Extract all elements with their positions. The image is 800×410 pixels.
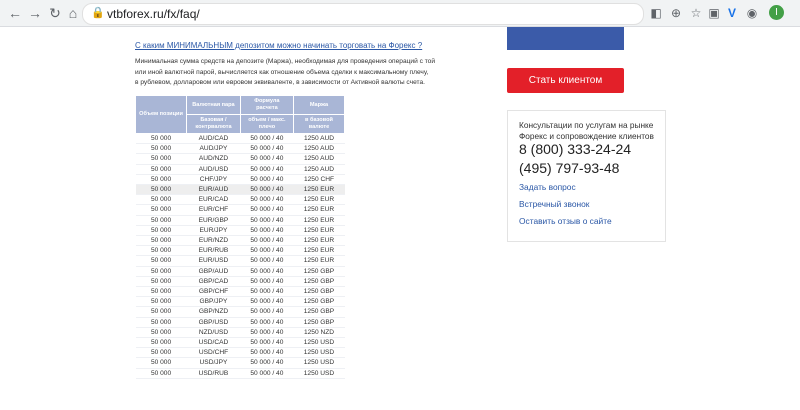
table-row: [136, 348, 345, 358]
table-row: [136, 134, 345, 144]
cell-formula: 50 000 / 40: [240, 205, 293, 215]
table-row: [136, 164, 345, 174]
table-row: [136, 195, 345, 205]
cell-formula: 50 000 / 40: [240, 256, 293, 266]
cell-formula: 50 000 / 40: [240, 164, 293, 174]
site-settings-icon[interactable]: ◧: [650, 6, 662, 20]
cell-margin: 1250 CHF: [293, 174, 344, 184]
cell-formula: 50 000 / 40: [240, 215, 293, 225]
cell-position: 50 000: [136, 185, 187, 195]
cell-margin: 1250 AUD: [293, 144, 344, 154]
table-row: [136, 256, 345, 266]
cell-pair: EUR/CHF: [187, 205, 241, 215]
table-row: [136, 154, 345, 164]
cell-margin: 1250 GBP: [293, 317, 344, 327]
table-row: [136, 236, 345, 246]
cell-pair: GBP/AUD: [187, 266, 241, 276]
cell-position: 50 000: [136, 154, 187, 164]
cell-formula: 50 000 / 40: [240, 246, 293, 256]
cell-pair: EUR/RUB: [187, 246, 241, 256]
cell-pair: AUD/NZD: [187, 154, 241, 164]
cell-margin: 1250 USD: [293, 358, 344, 368]
cell-margin: 1250 EUR: [293, 246, 344, 256]
table-row: [136, 338, 345, 348]
cell-margin: 1250 EUR: [293, 225, 344, 235]
vpn-extension-icon[interactable]: V: [727, 6, 736, 20]
cell-pair: USD/RUB: [187, 368, 241, 378]
cell-pair: AUD/USD: [187, 164, 241, 174]
cell-formula: 50 000 / 40: [240, 174, 293, 184]
cell-formula: 50 000 / 40: [240, 358, 293, 368]
table-row: [136, 144, 345, 154]
cell-formula: 50 000 / 40: [240, 307, 293, 317]
cell-position: 50 000: [136, 368, 187, 378]
home-icon[interactable]: ⌂: [68, 5, 78, 21]
cell-position: 50 000: [136, 338, 187, 348]
table-row: [136, 266, 345, 276]
cell-position: 50 000: [136, 348, 187, 358]
cell-formula: 50 000 / 40: [240, 317, 293, 327]
cell-margin: 1250 EUR: [293, 195, 344, 205]
extension-icon[interactable]: ▣: [708, 6, 720, 20]
cell-position: 50 000: [136, 164, 187, 174]
table-row: [136, 307, 345, 317]
cell-pair: GBP/USD: [187, 317, 241, 327]
cell-formula: 50 000 / 40: [240, 195, 293, 205]
blue-action-button[interactable]: [507, 27, 624, 50]
cell-formula: 50 000 / 40: [240, 327, 293, 337]
subheader-margin: в базовой валюте: [293, 115, 344, 134]
cell-formula: 50 000 / 40: [240, 236, 293, 246]
cell-formula: 50 000 / 40: [240, 266, 293, 276]
consultation-panel: [507, 110, 666, 242]
forward-arrow-icon[interactable]: →: [28, 5, 42, 21]
faq-question-link[interactable]: С каким МИНИМАЛЬНЫМ депозитом можно начинать торговать на Форекс ?: [135, 41, 423, 50]
callback-link[interactable]: Встречный звонок: [519, 199, 590, 209]
cell-formula: 50 000 / 40: [240, 348, 293, 358]
table-row: [136, 185, 345, 195]
cell-margin: 1250 USD: [293, 368, 344, 378]
cell-pair: EUR/CAD: [187, 195, 241, 205]
cell-pair: GBP/CHF: [187, 287, 241, 297]
table-row: [136, 358, 345, 368]
cell-pair: AUD/JPY: [187, 144, 241, 154]
cell-position: 50 000: [136, 358, 187, 368]
cell-pair: USD/CAD: [187, 338, 241, 348]
reload-icon[interactable]: ↻: [49, 5, 61, 21]
feedback-link[interactable]: Оставить отзыв о сайте: [519, 216, 612, 226]
col-header-margin: Маржа: [293, 96, 344, 115]
subheader-formula: объем / макс. плечо: [240, 115, 293, 134]
subheader-pair: Базовая / контрвалюта: [187, 115, 241, 134]
cell-formula: 50 000 / 40: [240, 225, 293, 235]
cell-margin: 1250 USD: [293, 348, 344, 358]
cell-formula: 50 000 / 40: [240, 297, 293, 307]
cell-pair: USD/JPY: [187, 358, 241, 368]
table-row: [136, 287, 345, 297]
cell-margin: 1250 GBP: [293, 307, 344, 317]
phone-number-2[interactable]: (495) 797-93-48: [519, 160, 620, 176]
cell-position: 50 000: [136, 174, 187, 184]
cell-position: 50 000: [136, 236, 187, 246]
table-row: [136, 225, 345, 235]
cell-margin: 1250 EUR: [293, 256, 344, 266]
cell-margin: 1250 AUD: [293, 164, 344, 174]
cell-margin: 1250 GBP: [293, 287, 344, 297]
back-arrow-icon[interactable]: ←: [8, 5, 22, 21]
cell-margin: 1250 EUR: [293, 236, 344, 246]
cell-position: 50 000: [136, 266, 187, 276]
margin-table: [135, 95, 345, 379]
cell-pair: EUR/GBP: [187, 215, 241, 225]
table-row: [136, 205, 345, 215]
cell-pair: EUR/NZD: [187, 236, 241, 246]
browser-toolbar: [0, 0, 800, 27]
cell-position: 50 000: [136, 307, 187, 317]
table-row: [136, 368, 345, 378]
cell-position: 50 000: [136, 287, 187, 297]
consult-title: Консультации по услугам на рынке Форекс и сопровождение клиентов: [519, 120, 654, 141]
cell-margin: 1250 GBP: [293, 276, 344, 286]
cell-position: 50 000: [136, 134, 187, 144]
cell-position: 50 000: [136, 297, 187, 307]
cell-margin: 1250 GBP: [293, 297, 344, 307]
cell-formula: 50 000 / 40: [240, 338, 293, 348]
cell-pair: EUR/USD: [187, 256, 241, 266]
zoom-icon[interactable]: ⊕: [670, 6, 682, 20]
cell-position: 50 000: [136, 246, 187, 256]
cell-margin: 1250 GBP: [293, 266, 344, 276]
cell-pair: CHF/JPY: [187, 174, 241, 184]
cell-margin: 1250 EUR: [293, 205, 344, 215]
cell-position: 50 000: [136, 144, 187, 154]
cell-position: 50 000: [136, 225, 187, 235]
cell-margin: 1250 NZD: [293, 327, 344, 337]
cell-pair: NZD/USD: [187, 327, 241, 337]
address-bar[interactable]: [82, 3, 644, 25]
table-row: [136, 276, 345, 286]
cell-margin: 1250 EUR: [293, 215, 344, 225]
cell-position: 50 000: [136, 195, 187, 205]
cell-position: 50 000: [136, 276, 187, 286]
cell-formula: 50 000 / 40: [240, 144, 293, 154]
cell-position: 50 000: [136, 215, 187, 225]
url-text: vtbforex.ru/fx/faq/: [107, 7, 200, 21]
col-header-formula: Формула расчета: [240, 96, 293, 115]
cell-position: 50 000: [136, 256, 187, 266]
cell-formula: 50 000 / 40: [240, 134, 293, 144]
table-row: [136, 174, 345, 184]
paragraph-line: Минимальная сумма средств на депозите (Маржа), необходимая для проведения операций с той: [135, 58, 436, 65]
cell-formula: 50 000 / 40: [240, 276, 293, 286]
cell-pair: EUR/AUD: [187, 185, 241, 195]
cell-pair: GBP/NZD: [187, 307, 241, 317]
table-row: [136, 327, 345, 337]
cell-formula: 50 000 / 40: [240, 154, 293, 164]
cell-position: 50 000: [136, 317, 187, 327]
paragraph-line: или иной валютной парой, вычисляется как отношение объема сделки к максимальному плечу,: [135, 68, 429, 76]
cell-position: 50 000: [136, 327, 187, 337]
paragraph-line: в рублевом, долларовом или евровом эквиваленте, в зависимости от Активной валюты счета.: [135, 79, 425, 86]
lock-icon: 🔒: [91, 7, 105, 19]
cell-pair: GBP/CAD: [187, 276, 241, 286]
table-row: [136, 246, 345, 256]
profile-avatar[interactable]: I: [769, 5, 784, 20]
cell-margin: 1250 EUR: [293, 185, 344, 195]
cell-formula: 50 000 / 40: [240, 185, 293, 195]
cell-pair: EUR/JPY: [187, 225, 241, 235]
cell-pair: AUD/CAD: [187, 134, 241, 144]
cell-formula: 50 000 / 40: [240, 287, 293, 297]
extension-puzzle-icon[interactable]: ◉: [746, 6, 758, 20]
cell-margin: 1250 AUD: [293, 134, 344, 144]
table-row: [136, 317, 345, 327]
cell-pair: GBP/JPY: [187, 297, 241, 307]
ask-question-link[interactable]: Задать вопрос: [519, 182, 576, 192]
cell-pair: USD/CHF: [187, 348, 241, 358]
margin-explanation-text: [135, 57, 470, 89]
phone-number-1[interactable]: 8 (800) 333-24-24: [519, 141, 632, 157]
cell-position: 50 000: [136, 205, 187, 215]
col-header-pair: Валютная пара: [187, 96, 241, 115]
col-header-position: Объем позиции: [136, 96, 187, 134]
bookmark-star-icon[interactable]: ☆: [690, 6, 702, 20]
table-row: [136, 215, 345, 225]
cell-formula: 50 000 / 40: [240, 368, 293, 378]
cell-margin: 1250 USD: [293, 338, 344, 348]
table-row: [136, 297, 345, 307]
become-client-button[interactable]: Стать клиентом: [507, 68, 624, 93]
cell-margin: 1250 AUD: [293, 154, 344, 164]
